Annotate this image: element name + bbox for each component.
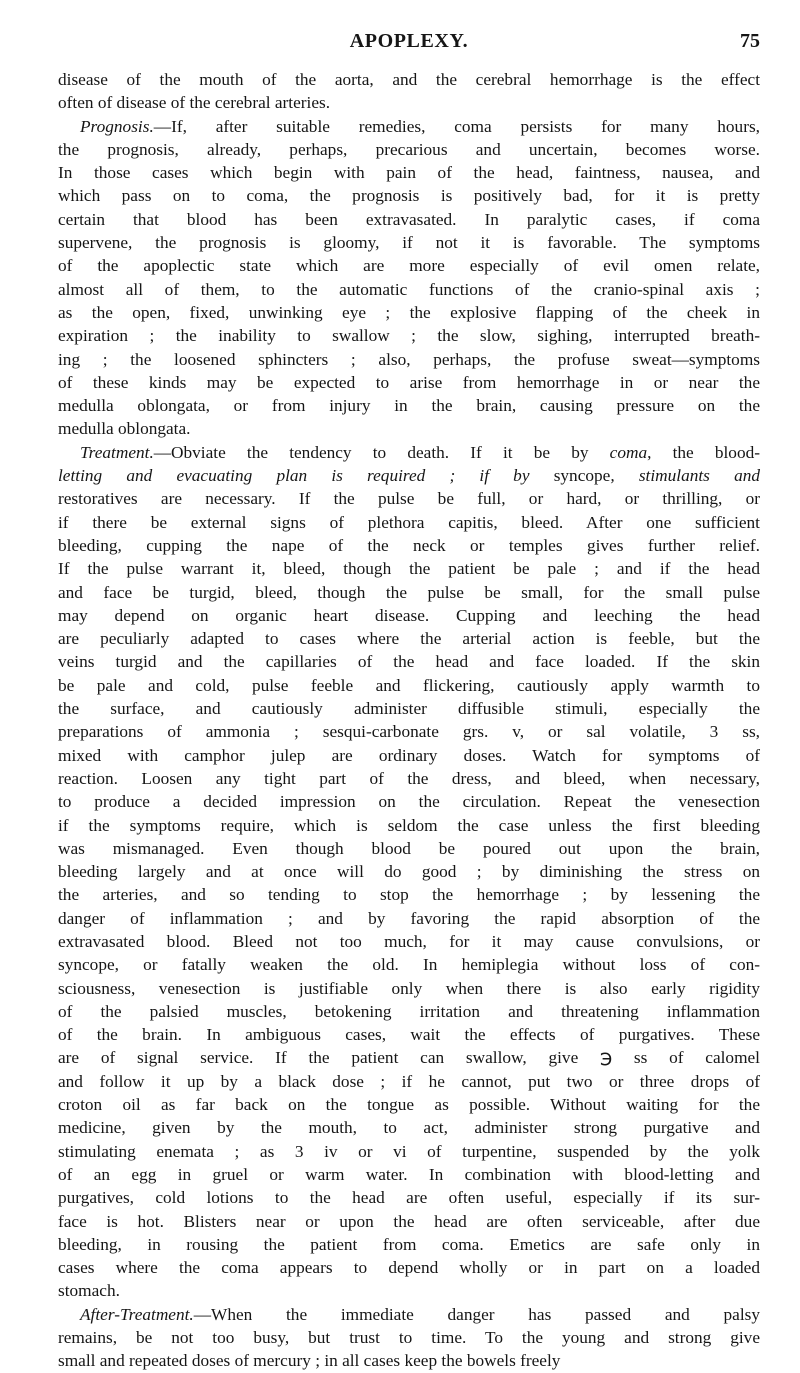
section-heading: After-Treatment. <box>80 1304 194 1324</box>
text-line: mixed with camphor julep are ordinary doses. Watch for symptoms of <box>58 745 760 765</box>
text-line: bleeding largely and at once will do good ; by diminishing the stress on <box>58 862 760 882</box>
text-line: extravasated blood. Bleed not too much, for it may cause convulsions, or <box>58 931 760 951</box>
text-line: certain that blood has been extravasated. In paralytic cases, if coma <box>58 209 760 229</box>
text-line: bleeding, in rousing the patient from coma. Emetics are safe only in <box>58 1234 760 1254</box>
text-line: face is hot. Blisters near or upon the head are often serviceable, after due <box>58 1211 760 1231</box>
text-line: often of disease of the cerebral arteries. <box>58 93 331 113</box>
section-heading: Prognosis. <box>80 116 154 136</box>
text-line: of these kinds may be expected to arise from hemorrhage in or near the <box>58 372 760 392</box>
emphasis-term: , stimulants and <box>610 466 760 486</box>
text-line: reaction. Loosen any tight part of the dress, and bleed, when necessary, <box>58 768 760 788</box>
text-line: sciousness, venesection is justifiable only when there is also early rigidity <box>58 978 760 998</box>
text-line: stomach. <box>58 1281 120 1301</box>
text-line <box>58 441 760 464</box>
text-line <box>58 464 760 487</box>
text-line: and face be turgid, bleed, though the pulse be small, for the small pulse <box>58 582 760 602</box>
text-line: the prognosis, already, perhaps, precarious and uncertain, becomes worse. <box>58 139 760 159</box>
text-line: remains, be not too busy, but trust to time. To the young and strong give <box>58 1328 760 1348</box>
text-line: of the palsied muscles, betokening irritation and threatening inflammation <box>58 1001 760 1021</box>
section-heading: letting and evacuating plan is required ; if by <box>58 466 554 486</box>
text-line: bleeding, cupping the nape of the neck or temples gives further relief. <box>58 535 760 555</box>
body-text <box>58 68 760 1373</box>
text-line: preparations of ammonia ; sesqui-carbonate grs. v, or sal volatile, 3 ss, <box>58 722 760 742</box>
emphasis-term: coma <box>609 442 648 462</box>
text-run: syncope <box>553 466 611 486</box>
text-line: medicine, given by the mouth, to act, administer strong purgative and <box>58 1118 760 1138</box>
page-header <box>58 30 760 58</box>
text-line: be pale and cold, pulse feeble and flickering, cautiously apply warmth to <box>58 675 760 695</box>
text-line: danger of inflammation ; and by favoring the rapid absorption of the <box>58 908 760 928</box>
text-line: supervene, the prognosis is gloomy, if not it is favorable. The symptoms <box>58 233 760 253</box>
text-line: are of signal service. If the patient can swallow, give ℈ ss of calomel <box>58 1048 760 1068</box>
text-run: , the blood- <box>647 442 760 462</box>
text-line: if there be external signs of plethora capitis, bleed. After one sufficient <box>58 512 760 532</box>
text-line: ing ; the loosened sphincters ; also, perhaps, the profuse sweat—symptoms <box>58 349 760 369</box>
text-line: If the pulse warrant it, bleed, though the patient be pale ; and if the head <box>58 559 760 579</box>
text-run: —When the immediate danger has passed and palsy <box>193 1304 760 1324</box>
text-run: —Obviate the tendency to death. If it be by <box>153 442 610 462</box>
text-line: In those cases which begin with pain of the head, faintness, nausea, and <box>58 163 760 183</box>
text-line: of the brain. In ambiguous cases, wait the effects of purgatives. These <box>58 1025 760 1045</box>
text-line: of an egg in gruel or warm water. In combination with blood-letting and <box>58 1164 760 1184</box>
text-line: medulla oblongata, or from injury in the brain, causing pressure on the <box>58 396 760 416</box>
text-line: was mismanaged. Even though blood be poured out upon the brain, <box>58 838 760 858</box>
text-line: veins turgid and the capillaries of the head and face loaded. If the skin <box>58 652 760 672</box>
text-line <box>58 1303 760 1326</box>
text-line: if the symptoms require, which is seldom the case unless the first bleeding <box>58 815 760 835</box>
text-line: cases where the coma appears to depend wholly or in part on a loaded <box>58 1258 760 1278</box>
text-line <box>58 115 760 138</box>
text-line: the arteries, and so tending to stop the hemorrhage ; by lessening the <box>58 885 760 905</box>
text-line: almost all of them, to the automatic functions of the cranio-spinal axis ; <box>58 279 760 299</box>
text-line: restoratives are necessary. If the pulse be full, or hard, or thrilling, or <box>58 489 760 509</box>
section-heading: Treatment. <box>80 442 154 462</box>
text-line: syncope, or fatally weaken the old. In hemiplegia without loss of con- <box>58 955 760 975</box>
text-line: purgatives, cold lotions to the head are often useful, especially if its sur- <box>58 1188 760 1208</box>
text-line: of the apoplectic state which are more especially of evil omen relate, <box>58 256 760 276</box>
text-line: disease of the mouth of the aorta, and the cerebral hemorrhage is the effect <box>58 70 760 89</box>
text-run: —If, after suitable remedies, coma persists for many hours, <box>153 116 760 136</box>
text-line: croton oil as far back on the tongue as possible. Without waiting for the <box>58 1095 760 1115</box>
text-line: may depend on organic heart disease. Cupping and leeching the head <box>58 605 760 625</box>
page-number: 75 <box>740 30 760 52</box>
text-line: to produce a decided impression on the circulation. Repeat the venesection <box>58 792 760 812</box>
text-line: expiration ; the inability to swallow ; the slow, sighing, interrupted breath- <box>58 326 760 346</box>
text-line: are peculiarly adapted to cases where the arterial action is feeble, but the <box>58 629 760 649</box>
text-line: the surface, and cautiously administer diffusible stimuli, especially the <box>58 699 760 719</box>
text-line: as the open, fixed, unwinking eye ; the explosive flapping of the cheek in <box>58 302 760 322</box>
text-line: stimulating enemata ; as 3 iv or vi of turpentine, suspended by the yolk <box>58 1141 760 1161</box>
text-line: which pass on to coma, the prognosis is positively bad, for it is pretty <box>58 186 760 206</box>
text-line: small and repeated doses of mercury ; in all cases keep the bowels freely <box>58 1351 561 1371</box>
text-line: medulla oblongata. <box>58 419 191 439</box>
running-title: APOPLEXY. <box>349 30 469 52</box>
text-line: and follow it up by a black dose ; if he cannot, put two or three drops of <box>58 1071 760 1091</box>
